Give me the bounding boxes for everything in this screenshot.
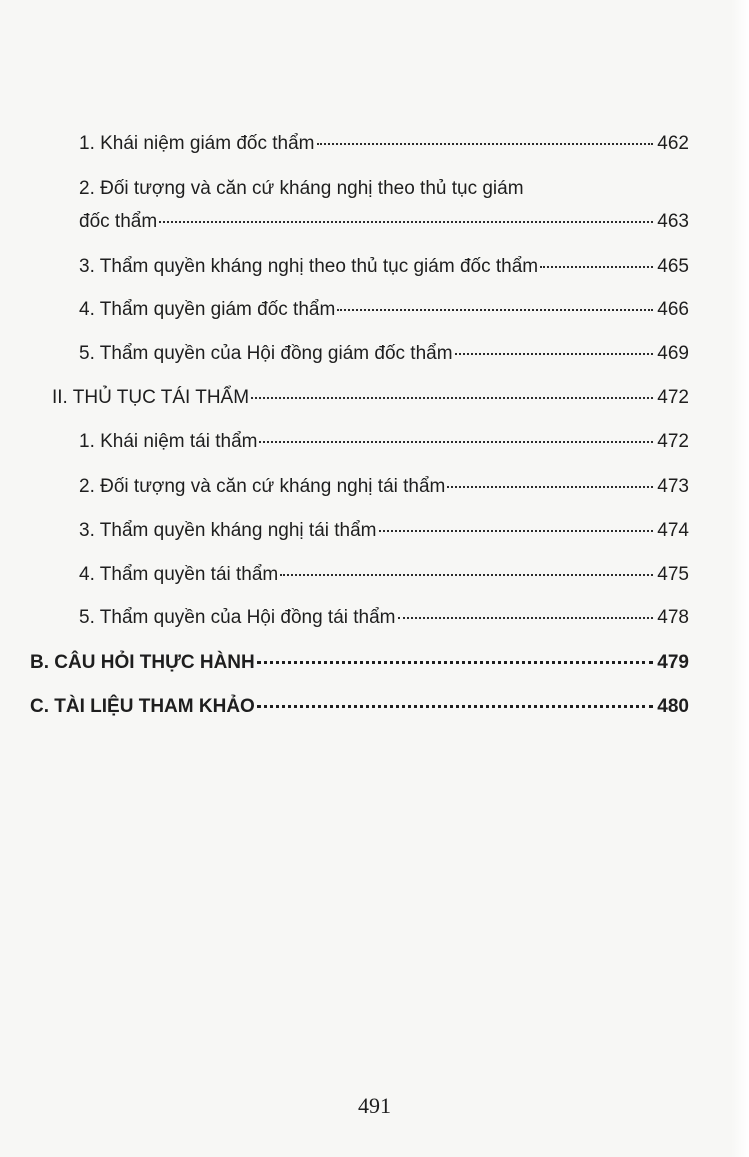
- toc-entry: [79, 131, 689, 157]
- toc-entry-page: 463: [657, 211, 689, 232]
- toc-entry: [79, 474, 689, 500]
- toc-entry-page: 478: [657, 607, 689, 628]
- toc-entry: [79, 518, 689, 544]
- toc-entry-label: 1. Khái niệm tái thẩm: [79, 431, 258, 452]
- toc-part-page: 479: [657, 652, 689, 673]
- toc-entry-page: 475: [657, 564, 689, 585]
- toc-entry-page: 469: [657, 343, 689, 364]
- toc-entry: [79, 562, 689, 588]
- dot-leader: [379, 530, 654, 532]
- toc-entry: [79, 209, 689, 235]
- toc-part-page: 480: [657, 696, 689, 717]
- toc-entry-label: 1. Khái niệm giám đốc thẩm: [79, 133, 315, 154]
- toc-entry-page: 465: [657, 256, 689, 277]
- toc-entry-page: 466: [657, 299, 689, 320]
- dot-leader: [159, 221, 653, 223]
- toc-part: [30, 650, 689, 676]
- dot-leader: [317, 143, 654, 145]
- dot-leader: [398, 617, 654, 619]
- toc-entry-label: 5. Thẩm quyền của Hội đồng tái thẩm: [79, 607, 396, 628]
- toc-part-label: B. CÂU HỎI THỰC HÀNH: [30, 652, 255, 673]
- dot-leader: [251, 397, 653, 399]
- page-number: 491: [358, 1093, 391, 1118]
- toc-part: [30, 694, 689, 720]
- toc-section-label: II. THỦ TỤC TÁI THẨM: [52, 387, 250, 408]
- toc-entry: [79, 429, 689, 455]
- toc-entry-page: 472: [657, 431, 689, 452]
- toc-entry-label: 4. Thẩm quyền tái thẩm: [79, 564, 279, 585]
- toc-entry-label: 4. Thẩm quyền giám đốc thẩm: [79, 299, 336, 320]
- toc-entry-label: 3. Thẩm quyền kháng nghị tái thẩm: [79, 520, 377, 541]
- toc-entry: [79, 341, 689, 367]
- toc-section: [52, 385, 689, 411]
- dot-leader: [447, 486, 653, 488]
- dot-leader: [337, 309, 653, 311]
- dot-leader: [280, 574, 653, 576]
- toc-section-page: 472: [657, 387, 689, 408]
- dot-leader: [257, 705, 653, 708]
- toc-part-label: C. TÀI LIỆU THAM KHẢO: [30, 696, 255, 717]
- toc-entry: [79, 254, 689, 280]
- toc-entry-label: 5. Thẩm quyền của Hội đồng giám đốc thẩm: [79, 343, 453, 364]
- dot-leader: [259, 441, 653, 443]
- toc-entry: [79, 605, 689, 631]
- dot-leader: [455, 353, 654, 355]
- dot-leader: [257, 661, 654, 664]
- toc-entry-label: 2. Đối tượng và căn cứ kháng nghị tái thẩm: [79, 476, 446, 497]
- toc-entry-page: 474: [657, 520, 689, 541]
- toc-entry-page: 473: [657, 476, 689, 497]
- page-edge: [731, 0, 749, 1157]
- toc-entry-label-line2: đốc thẩm: [79, 211, 158, 232]
- toc-entry-label: 3. Thẩm quyền kháng nghị theo thủ tục giám đốc thẩm: [79, 256, 539, 277]
- toc-entry-page: 462: [657, 133, 689, 154]
- toc-entry: [79, 297, 689, 323]
- dot-leader: [540, 266, 653, 268]
- toc-entry-label-line1: 2. Đối tượng và căn cứ kháng nghị theo thủ tục giám: [79, 178, 524, 199]
